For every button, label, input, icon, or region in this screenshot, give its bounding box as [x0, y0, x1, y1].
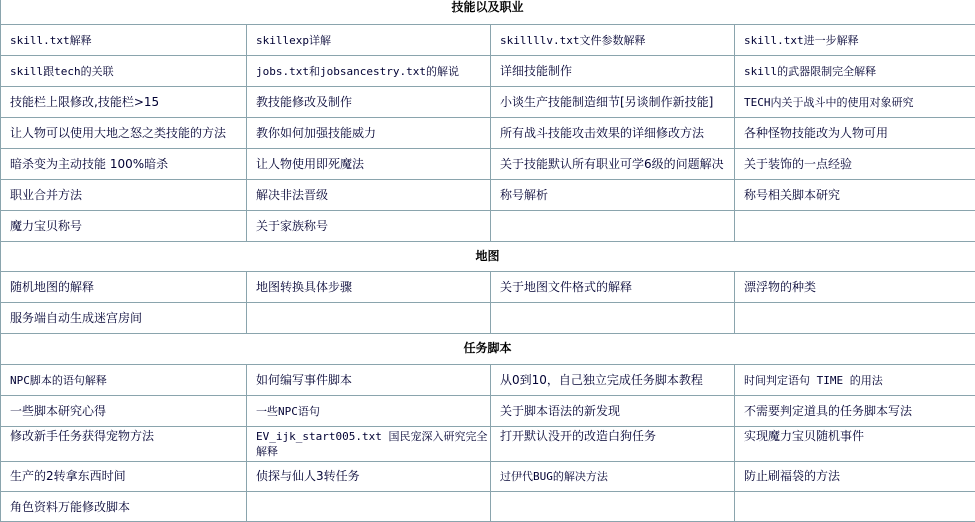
- grid-line: [0, 24, 975, 25]
- grid-line: [0, 461, 975, 462]
- table-cell: [246, 364, 490, 395]
- table-cell: [490, 179, 734, 210]
- table-cell: [734, 148, 975, 179]
- table-cell: [490, 461, 734, 491]
- topic-link[interactable]: 关于技能默认所有职业可学6级的问题解决: [500, 157, 724, 171]
- table-cell: [0, 117, 246, 148]
- table-cell: [734, 302, 975, 333]
- grid-line: [0, 395, 975, 396]
- topic-link[interactable]: 从0到10，自己独立完成任务脚本教程: [500, 373, 703, 387]
- table-cell: [490, 210, 734, 241]
- table-row: [0, 148, 975, 179]
- topic-link[interactable]: 时间判定语句 TIME 的用法: [744, 374, 883, 387]
- table-row: [0, 210, 975, 241]
- table-cell: [246, 210, 490, 241]
- topic-link[interactable]: 修改新手任务获得宠物方法: [10, 429, 155, 443]
- table-cell: [734, 395, 975, 426]
- section-title: 地图: [475, 249, 500, 263]
- table-cell: [0, 364, 246, 395]
- grid-divider: [490, 24, 491, 241]
- topic-link[interactable]: 职业合并方法: [10, 188, 83, 202]
- grid-line: [0, 271, 975, 272]
- topic-link[interactable]: 让人物可以使用大地之怒之类技能的方法: [10, 126, 227, 140]
- topic-link[interactable]: 小谈生产技能制造细节[另谈制作新技能]: [500, 95, 714, 109]
- table-row: [0, 491, 975, 522]
- grid-divider: [246, 271, 247, 333]
- grid-divider: [734, 24, 735, 241]
- topic-link[interactable]: 详细技能制作: [500, 64, 573, 78]
- grid-divider: [734, 364, 735, 522]
- table-cell: [246, 271, 490, 302]
- topic-link[interactable]: 教技能修改及制作: [256, 95, 353, 109]
- grid-line: [0, 86, 975, 87]
- grid-line: [0, 426, 975, 427]
- table-cell: [734, 364, 975, 395]
- table-row: [0, 24, 975, 55]
- topic-link[interactable]: skillllv.txt文件参数解释: [500, 34, 646, 47]
- topic-link[interactable]: 所有战斗技能攻击效果的详细修改方法: [500, 126, 705, 140]
- topic-link[interactable]: 服务端自动生成迷宫房间: [10, 311, 143, 325]
- table-cell: [490, 148, 734, 179]
- table-cell: [0, 271, 246, 302]
- topic-link[interactable]: 关于装饰的一点经验: [744, 157, 853, 171]
- topic-link[interactable]: 打开默认没开的改造白狗任务: [500, 429, 657, 443]
- table-cell: [0, 24, 246, 55]
- section-title: 技能以及职业: [451, 0, 524, 14]
- grid-divider: [0, 0, 1, 24]
- table-row: [0, 426, 975, 461]
- table-cell: [0, 461, 246, 491]
- grid-line: [0, 302, 975, 303]
- table-cell: [490, 24, 734, 55]
- table-cell: [0, 210, 246, 241]
- table-row: [0, 302, 975, 333]
- grid-divider: [246, 24, 247, 241]
- table-cell: [246, 491, 490, 522]
- grid-divider: [0, 241, 1, 271]
- grid-divider: [0, 364, 1, 522]
- section-header: [0, 333, 975, 364]
- grid-line: [0, 148, 975, 149]
- topic-link[interactable]: jobs.txt和jobsancestry.txt的解说: [256, 65, 459, 78]
- table-cell: [734, 426, 975, 461]
- section-title: 任务脚本: [463, 341, 512, 355]
- table-cell: [246, 55, 490, 86]
- topic-link[interactable]: 一些脚本研究心得: [10, 404, 107, 418]
- table-row: [0, 117, 975, 148]
- topic-link[interactable]: 角色资料万能修改脚本: [10, 500, 131, 514]
- section-header: [0, 241, 975, 271]
- table-row: [0, 395, 975, 426]
- table-cell: [734, 271, 975, 302]
- topic-link[interactable]: 地图转换具体步骤: [256, 280, 353, 294]
- table-cell: [734, 461, 975, 491]
- topic-link[interactable]: 随机地图的解释: [10, 280, 95, 294]
- table-cell: [490, 117, 734, 148]
- table-cell: [246, 24, 490, 55]
- table-cell: [490, 426, 734, 461]
- topic-link[interactable]: 各种怪物技能改为人物可用: [744, 126, 889, 140]
- topic-link[interactable]: 称号相关脚本研究: [744, 188, 841, 202]
- topic-link[interactable]: TECH内关于战斗中的使用对象研究: [744, 96, 914, 109]
- table-cell: [734, 86, 975, 117]
- topic-link[interactable]: 不需要判定道具的任务脚本写法: [744, 404, 913, 418]
- topic-link[interactable]: 侦探与仙人3转任务: [256, 469, 360, 483]
- table-row: [0, 461, 975, 491]
- topic-link[interactable]: 漂浮物的种类: [744, 280, 817, 294]
- table-cell: [734, 210, 975, 241]
- table-cell: [246, 86, 490, 117]
- grid-divider: [0, 333, 1, 364]
- topic-link[interactable]: 技能栏上限修改,技能栏>15: [10, 95, 160, 109]
- topic-link[interactable]: 一些NPC语句: [256, 405, 320, 418]
- table-cell: [734, 55, 975, 86]
- table-cell: [0, 55, 246, 86]
- table-cell: [246, 395, 490, 426]
- table-cell: [246, 179, 490, 210]
- table-cell: [490, 364, 734, 395]
- table-cell: [0, 426, 246, 461]
- grid-divider: [490, 271, 491, 333]
- table-cell: [490, 395, 734, 426]
- topic-link[interactable]: 魔力宝贝称号: [10, 219, 83, 233]
- section-header: [0, 0, 975, 24]
- table-cell: [490, 271, 734, 302]
- grid-divider: [0, 271, 1, 333]
- topic-link[interactable]: 防止刷福袋的方法: [744, 469, 841, 483]
- grid-line: [0, 117, 975, 118]
- topic-link[interactable]: skillexp详解: [256, 34, 331, 47]
- topic-link[interactable]: skill.txt解释: [10, 34, 92, 47]
- grid-divider: [734, 271, 735, 333]
- topic-link[interactable]: 过伊代BUG的解决方法: [500, 470, 608, 483]
- table-row: [0, 179, 975, 210]
- topic-link[interactable]: 关于家族称号: [256, 219, 329, 233]
- grid-divider: [246, 364, 247, 522]
- grid-line: [0, 179, 975, 180]
- table-cell: [0, 148, 246, 179]
- grid-line: [0, 491, 975, 492]
- table-cell: [246, 148, 490, 179]
- topic-link[interactable]: skill的武器限制完全解释: [744, 65, 877, 78]
- table-cell: [0, 491, 246, 522]
- table-cell: [246, 461, 490, 491]
- grid-line: [0, 55, 975, 56]
- topic-link[interactable]: 暗杀变为主动技能 100%暗杀: [10, 157, 169, 171]
- table-row: [0, 364, 975, 395]
- topic-link[interactable]: 生产的2转拿东西时间: [10, 469, 126, 483]
- grid-line: [0, 364, 975, 365]
- table-row: [0, 55, 975, 86]
- topic-link[interactable]: NPC脚本的语句解释: [10, 374, 107, 387]
- grid-line: [0, 333, 975, 334]
- topic-link[interactable]: 解决非法晋级: [256, 188, 329, 202]
- table-cell: [734, 117, 975, 148]
- table-cell: [0, 302, 246, 333]
- table-cell: [246, 302, 490, 333]
- table-cell: [490, 491, 734, 522]
- table-cell: [490, 302, 734, 333]
- table-cell: [246, 117, 490, 148]
- grid-divider: [490, 364, 491, 522]
- table-cell: [0, 179, 246, 210]
- table-cell: [490, 55, 734, 86]
- topic-link[interactable]: 称号解析: [500, 188, 549, 202]
- table-row: [0, 271, 975, 302]
- grid-line: [0, 241, 975, 242]
- topic-link[interactable]: 让人物使用即死魔法: [256, 157, 365, 171]
- topic-link[interactable]: 如何编写事件脚本: [256, 373, 353, 387]
- table-cell: [246, 426, 490, 461]
- topic-link[interactable]: EV_ijk_start005.txt 国民宠深入研究完全解释: [256, 430, 488, 458]
- table-cell: [734, 179, 975, 210]
- table-cell: [734, 24, 975, 55]
- table-cell: [490, 86, 734, 117]
- table-row: [0, 86, 975, 117]
- topic-link[interactable]: skill.txt进一步解释: [744, 34, 859, 47]
- table-cell: [0, 395, 246, 426]
- topic-link[interactable]: 教你如何加强技能威力: [256, 126, 377, 140]
- topic-link[interactable]: 关于地图文件格式的解释: [500, 280, 633, 294]
- grid-divider: [0, 24, 1, 241]
- table-cell: [734, 491, 975, 522]
- topic-link[interactable]: skill跟tech的关联: [10, 65, 114, 78]
- grid-line: [0, 210, 975, 211]
- topic-link[interactable]: 关于脚本语法的新发现: [500, 404, 621, 418]
- table-cell: [0, 86, 246, 117]
- topic-link[interactable]: 实现魔力宝贝随机事件: [744, 429, 865, 443]
